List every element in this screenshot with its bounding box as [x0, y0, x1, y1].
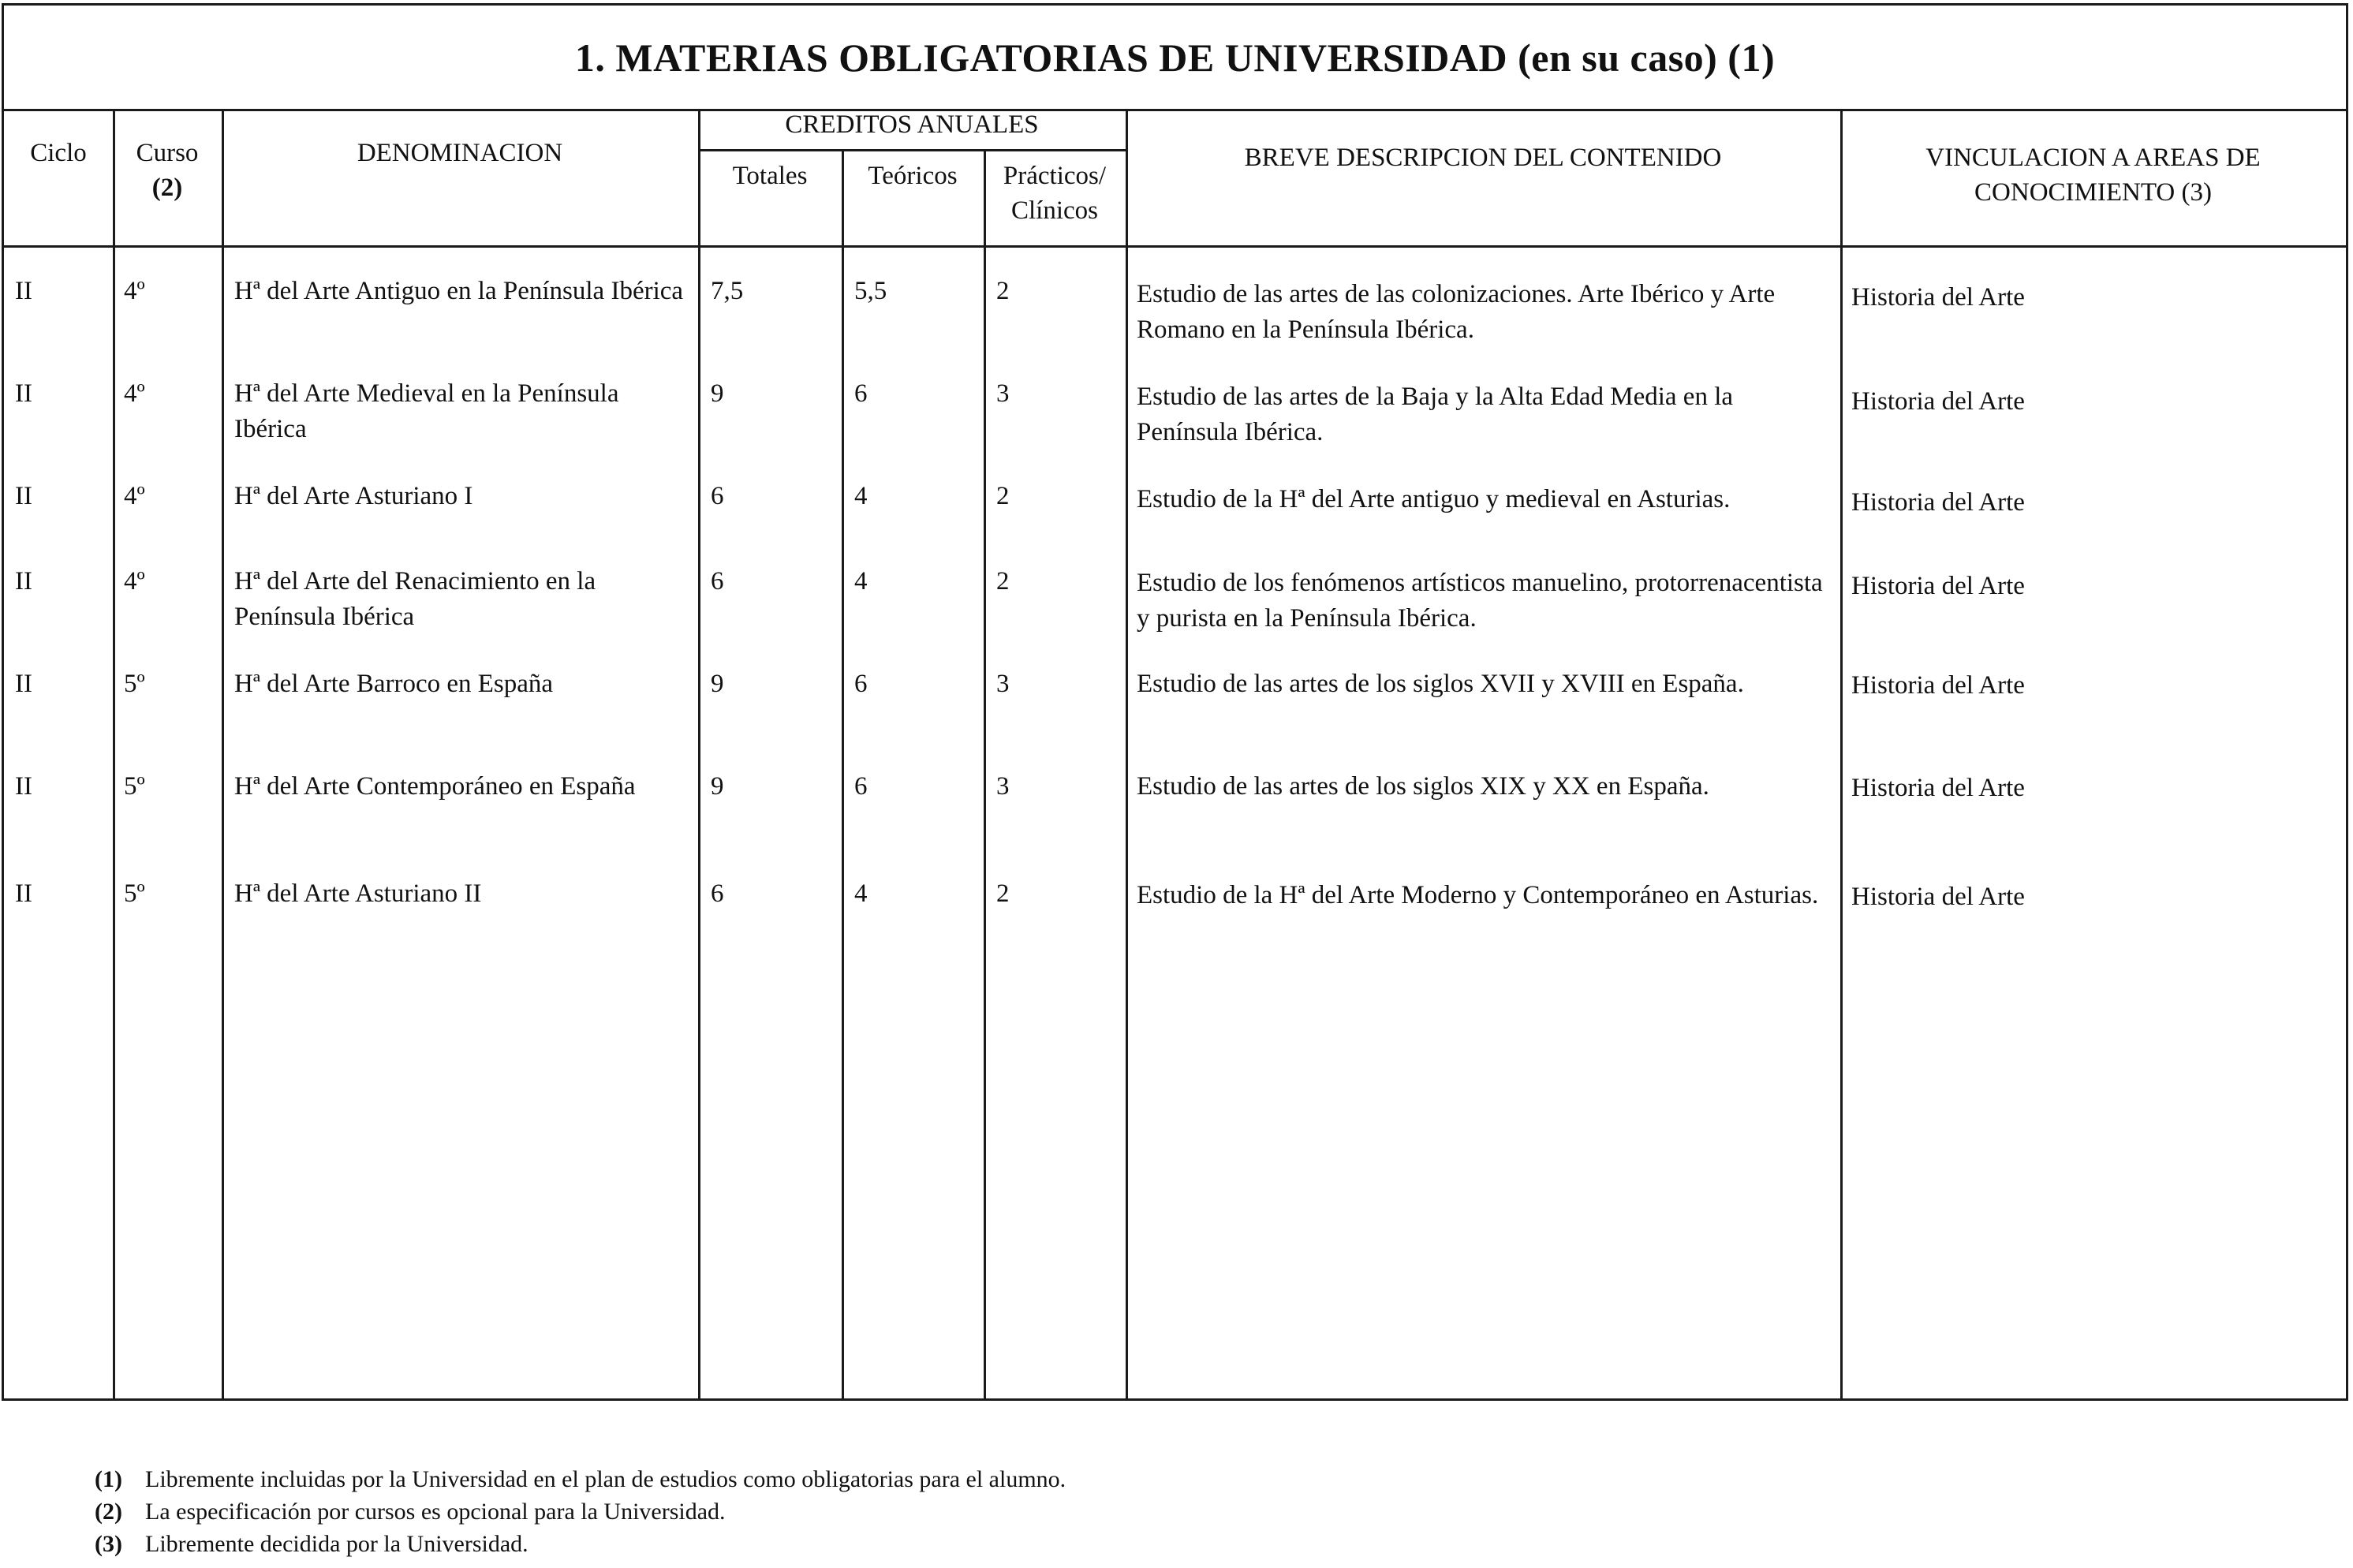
footnotes — [95, 1463, 1066, 1560]
header-practicos: Prácticos/ — [1003, 162, 1107, 190]
cell-denominacion: Hª del Arte Barroco en España — [234, 670, 554, 698]
cell-practicos: 2 — [996, 567, 1010, 595]
header-vinculacion: VINCULACION A AREAS DE — [1925, 144, 2261, 172]
footnote — [95, 1528, 1066, 1560]
cell-practicos: 3 — [996, 670, 1010, 698]
cell-teoricos: 6 — [854, 772, 868, 801]
cell-ciclo: II — [15, 670, 32, 698]
title-row — [4, 6, 2346, 111]
cell-totales: 9 — [711, 670, 724, 698]
cell-denominacion: Hª del Arte del Renacimiento en la Península Ibérica — [234, 567, 596, 631]
cell-curso: 4º — [124, 567, 145, 595]
cell-totales: 9 — [711, 379, 724, 408]
cell-curso: 4º — [124, 379, 145, 408]
footnote-text: La especificación por cursos es opcional para la Universidad. — [145, 1499, 726, 1525]
header-curso-note: (2) — [151, 174, 183, 202]
cell-totales: 6 — [711, 879, 724, 908]
header-descripcion: BREVE DESCRIPCION DEL CONTENIDO — [1244, 144, 1722, 172]
cell-curso: 5º — [124, 879, 145, 908]
cell-teoricos: 4 — [854, 567, 868, 595]
cell-descripcion: Estudio de las artes de los siglos XIX y XX en España. — [1137, 772, 1709, 801]
cell-teoricos: 6 — [854, 670, 868, 698]
cell-teoricos: 6 — [854, 379, 868, 408]
cell-practicos: 3 — [996, 772, 1010, 801]
cell-curso: 4º — [124, 277, 145, 305]
cell-descripcion: Estudio de los fenómenos artísticos manuelino, protorrenacentista y purista en la Península Ibérica. — [1137, 569, 1823, 633]
header-creditos: CREDITOS ANUALES — [785, 110, 1039, 139]
footnote — [95, 1463, 1066, 1495]
cell-denominacion: Hª del Arte Asturiano II — [234, 879, 482, 908]
cell-area: Historia del Arte — [1851, 883, 2025, 911]
col-divider — [1126, 111, 1128, 1398]
cell-denominacion: Hª del Arte Medieval en la Península Ibérica — [234, 379, 619, 443]
cell-curso: 5º — [124, 670, 145, 698]
cell-denominacion: Hª del Arte Antiguo en la Península Ibérica — [234, 277, 684, 305]
footnote-number: (3) — [95, 1531, 122, 1557]
header-clinicos: Clínicos — [1010, 196, 1098, 225]
header-curso: Curso — [136, 139, 199, 167]
cell-teoricos: 4 — [854, 879, 868, 908]
footnote-number: (1) — [95, 1466, 122, 1492]
cell-curso: 4º — [124, 482, 145, 510]
cell-descripcion: Estudio de la Hª del Arte antiguo y medieval en Asturias. — [1137, 485, 1731, 513]
cell-area: Historia del Arte — [1851, 283, 2025, 312]
cell-ciclo: II — [15, 277, 32, 305]
footnote-text: Libremente decidida por la Universidad. — [145, 1531, 528, 1557]
page-title: 1. MATERIAS OBLIGATORIAS DE UNIVERSIDAD (en su caso) (1) — [574, 35, 1776, 80]
cell-descripcion: Estudio de las artes de las colonizaciones. Arte Ibérico y Arte Romano en la Península Ibérica. — [1137, 280, 1776, 344]
footnote — [95, 1495, 1066, 1528]
cell-practicos: 3 — [996, 379, 1010, 408]
cell-descripcion: Estudio de la Hª del Arte Moderno y Contemporáneo en Asturias. — [1137, 881, 1819, 909]
header-teoricos: Teóricos — [868, 162, 958, 190]
cell-descripcion: Estudio de las artes de la Baja y la Alta Edad Media en la Península Ibérica. — [1137, 383, 1734, 446]
cell-ciclo: II — [15, 567, 32, 595]
header-denominacion: DENOMINACION — [357, 139, 563, 167]
cell-denominacion: Hª del Arte Contemporáneo en España — [234, 772, 636, 801]
footnote-text: Libremente incluidas por la Universidad en el plan de estudios como obligatorias para el alumno. — [145, 1466, 1066, 1492]
footnote-number: (2) — [95, 1499, 122, 1525]
cell-ciclo: II — [15, 772, 32, 801]
cell-curso: 5º — [124, 772, 145, 801]
header-totales: Totales — [732, 162, 808, 190]
cell-totales: 6 — [711, 567, 724, 595]
cell-ciclo: II — [15, 879, 32, 908]
col-divider — [1840, 111, 1843, 1398]
col-divider — [698, 111, 700, 1398]
cell-ciclo: II — [15, 379, 32, 408]
cell-descripcion: Estudio de las artes de los siglos XVII y XVIII en España. — [1137, 670, 1744, 698]
col-divider — [984, 151, 986, 1398]
cell-denominacion: Hª del Arte Asturiano I — [234, 482, 473, 510]
cell-area: Historia del Arte — [1851, 572, 2025, 600]
header-vinculacion-2: CONOCIMIENTO (3) — [1974, 178, 2212, 207]
subjects-table — [2, 3, 2348, 1401]
cell-teoricos: 4 — [854, 482, 868, 510]
col-divider — [222, 111, 224, 1398]
col-divider — [842, 151, 844, 1398]
cell-ciclo: II — [15, 482, 32, 510]
cell-practicos: 2 — [996, 482, 1010, 510]
credits-header-divider — [698, 149, 1126, 151]
cell-area: Historia del Arte — [1851, 488, 2025, 517]
cell-area: Historia del Arte — [1851, 387, 2025, 416]
cell-practicos: 2 — [996, 277, 1010, 305]
col-divider — [113, 111, 115, 1398]
cell-area: Historia del Arte — [1851, 774, 2025, 802]
cell-totales: 7,5 — [711, 277, 744, 305]
cell-practicos: 2 — [996, 879, 1010, 908]
header-ciclo: Ciclo — [30, 139, 87, 167]
cell-totales: 9 — [711, 772, 724, 801]
cell-totales: 6 — [711, 482, 724, 510]
header-bottom-divider — [4, 245, 2346, 248]
cell-teoricos: 5,5 — [854, 277, 887, 305]
cell-area: Historia del Arte — [1851, 671, 2025, 700]
